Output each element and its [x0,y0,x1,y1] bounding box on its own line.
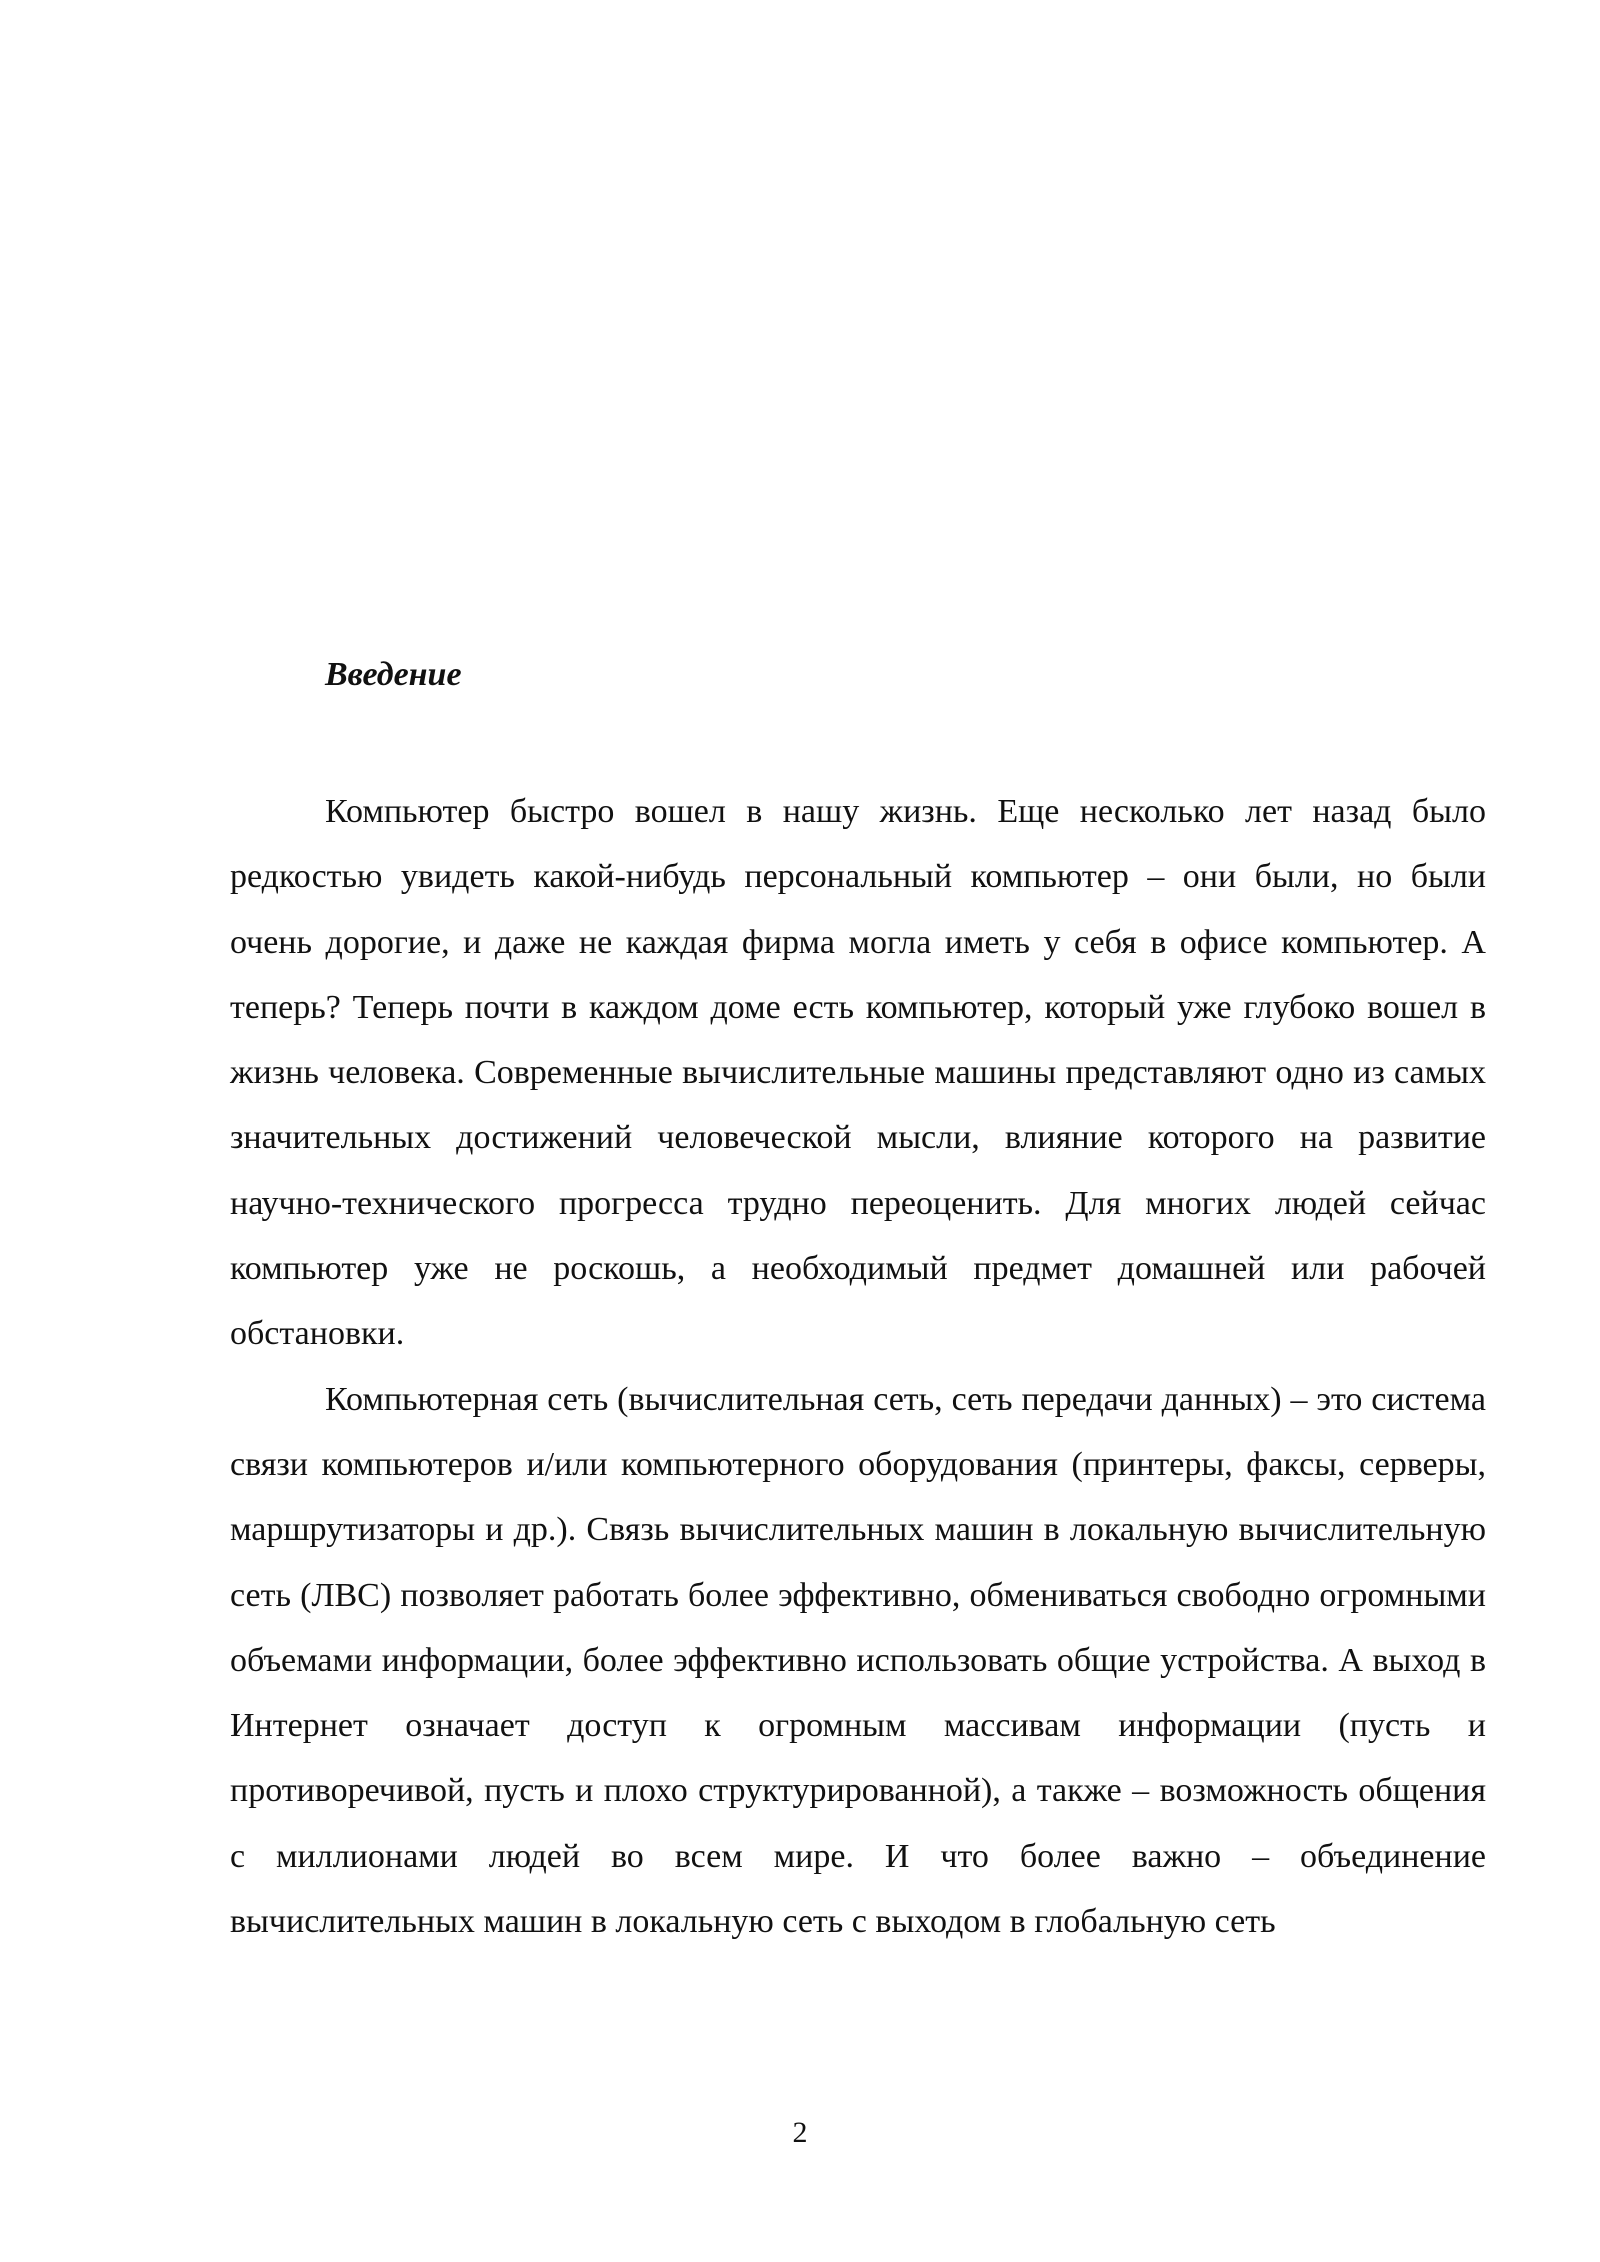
page-content [230,650,1486,1954]
page-number: 2 [792,2116,808,2149]
section-heading: Введение [325,656,462,693]
paragraph-computer-network: Компьютерная сеть (вычислительная сеть, сеть передачи данных) – это система связи компьютеров и/или компьютерного оборудования (принтеры, факсы, серверы, маршрутизаторы и др.). Связь вычислительных машин в локальную вычислительную сеть (ЛВС) позволяет работать более эффективно, обмениваться свободно огромными объемами информации, более эффективно использовать общие устройства. А выход в Интернет означает доступ к огромным массивам информации (пусть и противоречивой, пусть и плохо структурированной), а также – возможность общения с миллионами людей во всем мире. И что более важно – объединение вычислительных машин в локальную сеть с выходом в глобальную сеть [230,1380,1486,1941]
paragraph-computer-intro: Компьютер быстро вошел в нашу жизнь. Еще несколько лет назад было редкостью увидеть какой-нибудь персональный компьютер – они были, но были очень дорогие, и даже не каждая фирма могла иметь у себя в офисе компьютер. А теперь? Теперь почти в каждом доме есть компьютер, который уже глубоко вошел в жизнь человека. Современные вычислительные машины представляют одно из самых значительных достижений человеческой мысли, влияние которого на развитие научно-технического прогресса трудно переоценить. Для многих людей сейчас компьютер уже не роскошь, а необходимый предмет домашней или рабочей обстановки. [230,793,1486,1353]
